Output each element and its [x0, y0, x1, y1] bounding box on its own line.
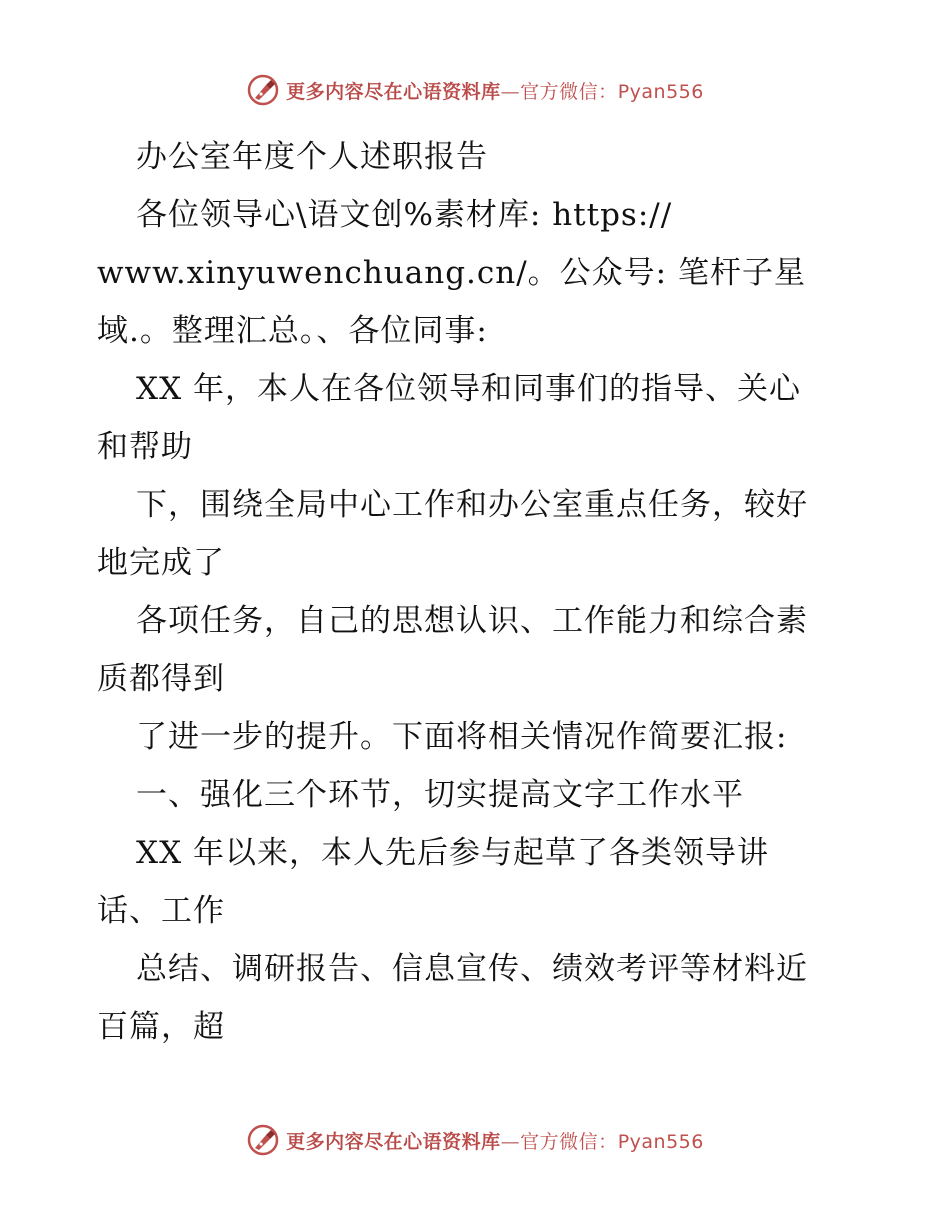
banner-main-text: 更多内容尽在心语资料库	[286, 1130, 501, 1153]
banner-dash: —	[500, 80, 521, 103]
section-heading: 一、强化三个环节，切实提高文字工作水平	[136, 777, 744, 813]
text-line: www.xinyuwenchuang.cn/。公众号: 笔杆子星	[97, 255, 806, 291]
header-watermark-banner	[0, 70, 950, 110]
text-line: 各位领导心\语文创%素材库: https://	[136, 197, 673, 233]
text-line: 各项任务，自己的思想认识、工作能力和综合素	[136, 603, 808, 639]
text-line: 话、工作	[97, 893, 225, 929]
text-line: 和帮助	[97, 429, 193, 465]
text-line: 百篇，超	[97, 1009, 225, 1045]
banner-sub-text: 官方微信：	[520, 1130, 618, 1153]
footer-watermark-banner	[0, 1120, 950, 1160]
banner-wechat-id: Pyan556	[617, 1130, 704, 1153]
text-line: XX 年以来，本人先后参与起草了各类领导讲	[136, 835, 769, 871]
text-line: 域.。整理汇总。、各位同事:	[97, 313, 488, 349]
text-line: 地完成了	[97, 545, 225, 581]
banner-wechat-id: Pyan556	[617, 80, 704, 103]
text-line: 下，围绕全局中心工作和办公室重点任务，较好	[136, 487, 808, 523]
text-line: 总结、调研报告、信息宣传、绩效考评等材料近	[136, 951, 808, 987]
text-line: 质都得到	[97, 661, 225, 697]
banner-main-text: 更多内容尽在心语资料库	[286, 80, 501, 103]
document-title: 办公室年度个人述职报告	[136, 139, 488, 175]
banner-dash: —	[500, 1130, 521, 1153]
text-line: XX 年，本人在各位领导和同事们的指导、关心	[136, 371, 801, 407]
pen-nib-logo-icon	[246, 73, 280, 107]
banner-sub-text: 官方微信：	[520, 80, 618, 103]
text-line: 了进一步的提升。下面将相关情况作简要汇报:	[136, 719, 788, 755]
document-body	[97, 128, 857, 1056]
pen-nib-logo-icon	[246, 1123, 280, 1157]
